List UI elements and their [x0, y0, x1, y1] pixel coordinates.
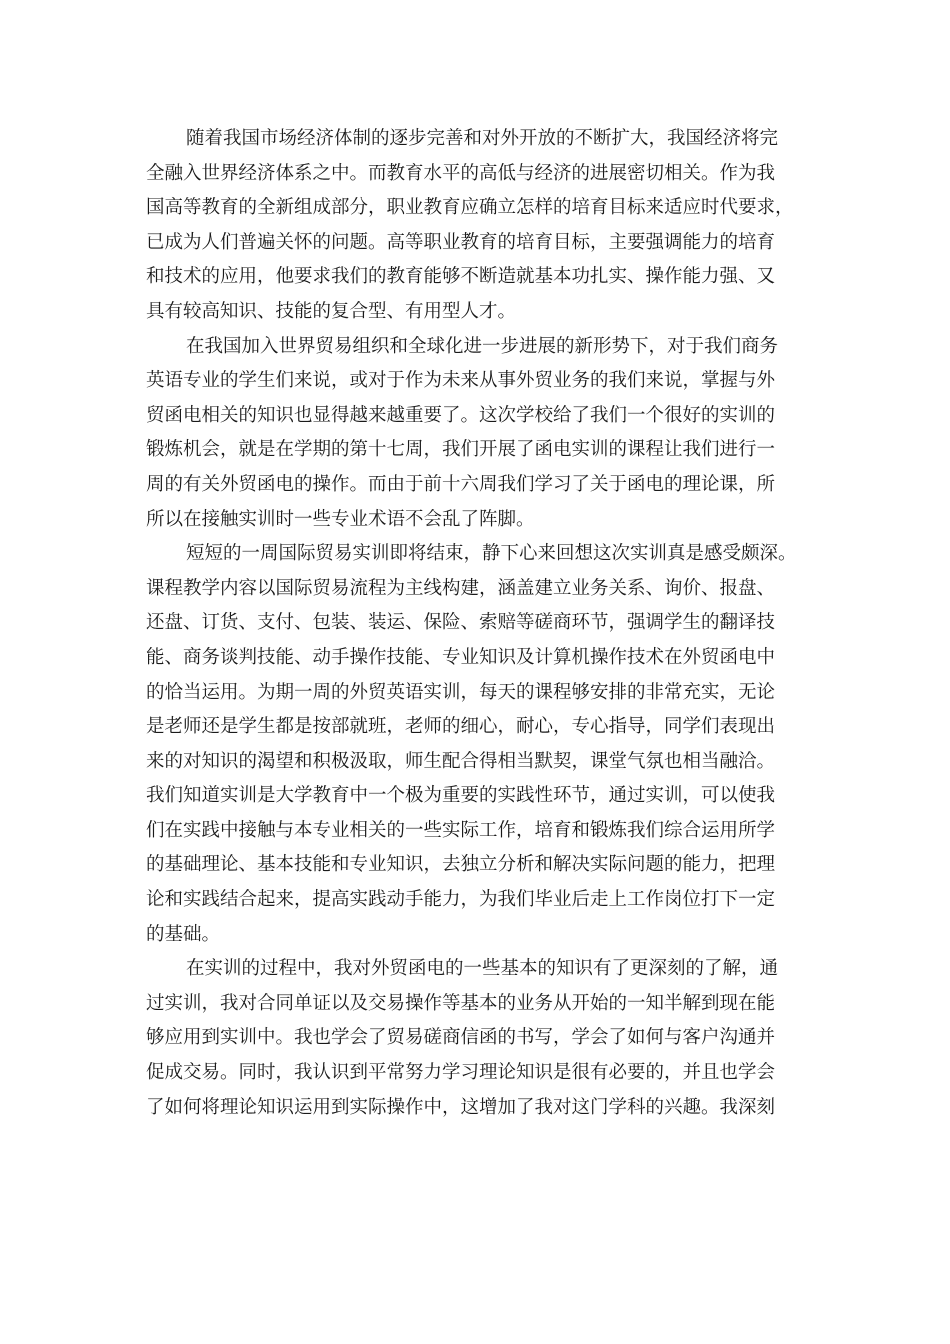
text-line: 够应用到实训中。我也学会了贸易磋商信函的书写，学会了如何与客户沟通并: [146, 1027, 776, 1049]
paragraph: [146, 952, 806, 1125]
text-line: 课程教学内容以国际贸易流程为主线构建，涵盖建立业务关系、询价、报盘、: [146, 577, 776, 599]
text-line: 的基础理论、基本技能和专业知识，去独立分析和解决实际问题的能力，把理: [146, 854, 776, 876]
text-line: 英语专业的学生们来说，或对于作为未来从事外贸业务的我们来说，掌握与外: [146, 370, 776, 392]
text-line: 国高等教育的全新组成部分，职业教育应确立怎样的培育目标来适应时代要求，: [146, 197, 794, 219]
paragraph: [146, 537, 806, 952]
text-line: 论和实践结合起来，提高实践动手能力，为我们毕业后走上工作岗位打下一定: [146, 889, 776, 911]
text-line: 全融入世界经济体系之中。而教育水平的高低与经济的进展密切相关。作为我: [146, 162, 776, 184]
text-line: 的基础。: [146, 923, 221, 945]
text-line: 我们知道实训是大学教育中一个极为重要的实践性环节，通过实训，可以使我: [146, 785, 776, 807]
text-line: 来的对知识的渴望和积极汲取，师生配合得相当默契，课堂气氛也相当融洽。: [146, 750, 776, 772]
text-line: 促成交易。同时，我认识到平常努力学习理论知识是很有必要的，并且也学会: [146, 1062, 776, 1084]
text-line: 贸函电相关的知识也显得越来越重要了。这次学校给了我们一个很好的实训的: [146, 404, 776, 426]
text-line: 所以在接触实训时一些专业术语不会乱了阵脚。: [146, 508, 535, 530]
text-line: 在实训的过程中，我对外贸函电的一些基本的知识有了更深刻的了解，通: [186, 958, 779, 980]
text-line: 和技术的应用，他要求我们的教育能够不断造就基本功扎实、操作能力强、又: [146, 266, 776, 288]
text-line: 还盘、订货、支付、包装、装运、保险、索赔等磋商环节，强调学生的翻译技: [146, 612, 776, 634]
text-line: 的恰当运用。为期一周的外贸英语实训，每天的课程够安排的非常充实，无论: [146, 681, 776, 703]
text-line: 们在实践中接触与本专业相关的一些实际工作，培育和锻炼我们综合运用所学: [146, 819, 776, 841]
text-line: 周的有关外贸函电的操作。而由于前十六周我们学习了关于函电的理论课，所: [146, 473, 776, 495]
text-line: 随着我国市场经济体制的逐步完善和对外开放的不断扩大，我国经济将完: [186, 128, 779, 149]
text-line: 已成为人们普遍关怀的问题。高等职业教育的培育目标，主要强调能力的培育: [146, 231, 776, 253]
text-line: 短短的一周国际贸易实训即将结束，静下心来回想这次实训真是感受颇深。: [186, 543, 797, 565]
paragraph: [146, 122, 806, 330]
text-line: 能、商务谈判技能、动手操作技能、专业知识及计算机操作技术在外贸函电中: [146, 646, 776, 668]
paragraph: [146, 330, 806, 538]
text-line: 是老师还是学生都是按部就班，老师的细心，耐心，专心指导，同学们表现出: [146, 716, 776, 738]
text-line: 了如何将理论知识运用到实际操作中，这增加了我对这门学科的兴趣。我深刻: [146, 1096, 776, 1118]
document-body: [146, 122, 806, 1125]
text-line: 具有较高知识、技能的复合型、有用型人才。: [146, 300, 517, 322]
text-line: 过实训，我对合同单证以及交易操作等基本的业务从开始的一知半解到现在能: [146, 992, 776, 1014]
text-line: 锻炼机会，就是在学期的第十七周，我们开展了函电实训的课程让我们进行一: [146, 439, 776, 461]
text-line: 在我国加入世界贸易组织和全球化进一步进展的新形势下，对于我们商务: [186, 335, 779, 357]
